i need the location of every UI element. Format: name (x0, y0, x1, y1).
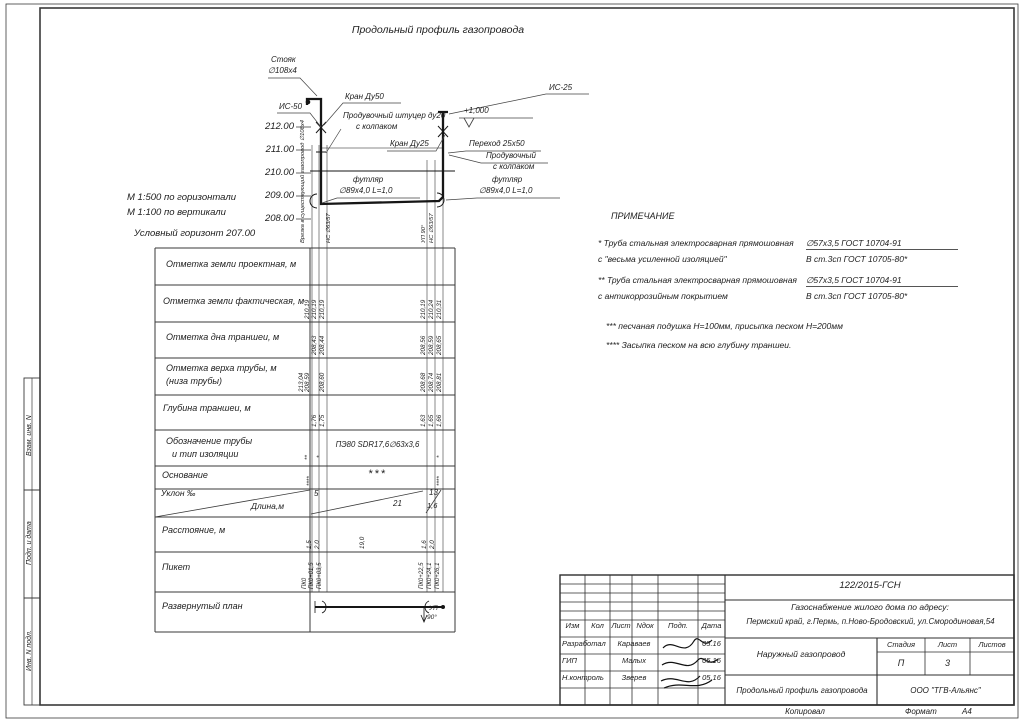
scale-horizontal: М 1:500 по горизонтали (127, 192, 236, 203)
value-label: 210,31 (436, 299, 443, 319)
valve50-label: Кран Ду50 (345, 92, 384, 101)
note-3: *** песчаная подушка Н=100мм, присыпка песком Н=200мм (606, 321, 843, 331)
value-label: ПК0 (302, 577, 308, 589)
notes-heading: ПРИМЕЧАНИЕ (611, 211, 675, 221)
row-label-trench-bottom: Отметка дна траншеи, м (166, 332, 280, 342)
document-number: 122/2015-ГСН (839, 580, 901, 591)
doc-title: Продольный профиль газопровода (736, 686, 868, 695)
row-label-distance: Расстояние, м (162, 525, 226, 535)
row-label-base: Основание (162, 470, 208, 480)
page-title: Продольный профиль газопровода (351, 24, 525, 36)
sheet-label: Лист (937, 640, 958, 649)
value-label: 210.00 (264, 167, 294, 178)
datum-label: Условный горизонт 207.00 (134, 228, 256, 239)
date-ncontrol: 05.16 (702, 673, 721, 682)
row-label-length: Длина,м (251, 501, 285, 511)
reducer-label: Переход 25х50 (469, 139, 525, 148)
value-label: НС ∅63/57 (429, 213, 435, 243)
level-mark-label: +1,000 (464, 106, 489, 115)
row-label-slope: Уклон ‰ (161, 488, 196, 498)
value-label: 208,44 (319, 335, 326, 355)
note-4: **** Засыпка песком на всю глубину траншеи. (606, 340, 792, 350)
note-1-line1: * Труба стальная электросварная прямошовная (598, 238, 794, 248)
value-label: 208,59 (304, 372, 311, 392)
note-2-line2: с антикоррозийным покрытием (598, 291, 728, 301)
sheets-label: Листов (978, 640, 1006, 649)
value-label: 213,04 (298, 372, 305, 392)
note-2-line1: ** Труба стальная электросварная прямошовная (598, 275, 797, 285)
value-label: * (316, 455, 323, 458)
row-label-pipe-type: Обозначение трубы (166, 436, 253, 446)
note-2-right1: ∅57х3,5 ГОСТ 10704-91 (806, 276, 958, 287)
col-header-data: Дата (701, 621, 722, 630)
row-label-pipe-top: Отметка верха трубы, м (166, 363, 277, 373)
casing-right-size: ∅89х4,0 L=1,0 (479, 186, 533, 195)
col-header-list: Лист (611, 621, 631, 630)
casing-left-size: ∅89х4,0 L=1,0 (339, 186, 393, 195)
row-label-pipe-type2: и тип изоляции (172, 449, 239, 459)
purge-label2: с колпаком (493, 162, 535, 171)
level-mark-icon (464, 118, 474, 127)
sheet-number: 3 (944, 658, 950, 668)
value-label: 208,68 (420, 372, 427, 392)
stage-label: Стадия (886, 640, 916, 649)
value-label: 208,59 (428, 335, 435, 355)
value-label: ПК0+22,5 (419, 562, 425, 589)
scale-vertical: М 1:100 по вертикали (127, 207, 226, 218)
casing-arc-icon (310, 194, 317, 208)
casing-left-label: футляр (353, 175, 384, 184)
casing-right-label: футляр (492, 175, 523, 184)
value-label: ПК0+01,5 (309, 562, 315, 589)
value-label: 210,19 (319, 299, 326, 319)
length-value-2: 1,6 (427, 501, 438, 510)
col-header-ndok: Nдок (636, 621, 654, 630)
row-label-ground-design: Отметка земли проектная, м (166, 259, 297, 269)
value-label: 210,19 (311, 299, 318, 319)
note-1-line2: с "весьма усиленной изоляцией" (598, 254, 727, 264)
note-1-right2: В ст.3сп ГОСТ 10705-80* (806, 254, 908, 264)
object-name: Наружный газопровод (756, 649, 846, 659)
row-label-plan: Развернутый план (162, 601, 243, 611)
value-label: 1,66 (436, 414, 443, 427)
value-label: 208,60 (319, 372, 326, 392)
base-value: *** (368, 468, 387, 480)
pipe-mark-value: ПЭ80 SDR17,6∅63х3,6 (335, 440, 420, 449)
note-2-right2: В ст.3сп ГОСТ 10705-80* (806, 291, 908, 301)
value-label: 1,6 (421, 540, 428, 549)
note-1-right1: ∅57х3,5 ГОСТ 10704-91 (806, 239, 958, 250)
value-label: 210,19 (420, 299, 427, 319)
value-label: 210,24 (428, 299, 435, 319)
riser-label: Стояк (271, 55, 296, 64)
value-label: ** (304, 455, 311, 460)
col-header-kol: Кол (591, 621, 604, 630)
purge-fitting-label2: с колпаком (356, 122, 398, 131)
value-label: ПК0+03,5 (317, 562, 323, 589)
value-label: **** (436, 476, 443, 486)
value-label: 2,0 (314, 540, 321, 549)
row-label-ground-actual: Отметка земли фактическая, м (163, 296, 305, 306)
value-label: 1,63 (420, 414, 427, 427)
value-label: 1,75 (319, 414, 326, 427)
valve25-label: Кран Ду25 (390, 139, 429, 148)
col-header-izm: Изм (565, 621, 580, 630)
role-gip: ГИП (562, 656, 577, 665)
value-label: 208,74 (428, 372, 435, 392)
value-label: 1,5 (306, 540, 313, 549)
plan-angle-label: УП (429, 605, 438, 612)
value-label: 211.00 (265, 144, 294, 155)
purge-fitting-label: Продувочный штуцер ду20 (343, 111, 446, 120)
role-developer: Разработал (562, 639, 606, 648)
value-label: **** (306, 476, 313, 486)
value-label: 209.00 (264, 190, 294, 201)
value-label: ПК0+26,1 (435, 562, 441, 589)
date-gip: 05.16 (702, 656, 721, 665)
value-label: * (436, 455, 443, 458)
value-label: НС ∅63/57 (326, 213, 332, 243)
format-value: А4 (962, 707, 972, 716)
value-label: 1,76 (311, 414, 318, 427)
project-name-line2: Пермский край, г.Пермь, п.Ново-Бродовский, ул.Смородиновая,54 (746, 617, 995, 626)
row-label-pipe-top2: (низа трубы) (166, 376, 223, 386)
tie-in-point (306, 100, 311, 105)
value-label: УП 90° (421, 224, 427, 243)
value-label: 208,56 (420, 335, 427, 355)
name-developer: Караваев (617, 639, 651, 648)
value-label: 1,65 (428, 414, 435, 427)
date-developer: 05.16 (702, 639, 721, 648)
value-label: 208.00 (264, 213, 294, 224)
value-label: 210,19 (304, 299, 311, 319)
value-label: Врезка в существующий газопровод ∅108х4 (300, 120, 306, 243)
row-label-trench-depth: Глубина траншеи, м (163, 403, 251, 413)
col-header-podp: Подп. (668, 621, 688, 630)
purge-label: Продувочный (486, 151, 536, 160)
value-label: 208,43 (311, 335, 318, 355)
stamp-podp-data: Подп. и дата (26, 521, 33, 565)
value-label: 2,0 (429, 540, 436, 549)
name-ncontrol: Зверев (621, 673, 647, 682)
stamp-inv-podl: Инв. N подл. (26, 630, 33, 671)
length-value-1: 21 (393, 499, 402, 508)
riser-size-label: ∅108х4 (268, 66, 297, 75)
stage-value: П (897, 658, 905, 668)
is25-label: ИС-25 (549, 83, 573, 92)
company-name: ООО "ТГВ-Альянс" (910, 686, 981, 695)
name-gip: Малых (622, 656, 646, 665)
slope-value-2: 13 (429, 488, 438, 497)
role-ncontrol: Н.контроль (562, 673, 604, 682)
value-label: 19,0 (359, 536, 366, 549)
plan-angle-value: 90° (427, 614, 437, 621)
stamp-vzam-inv: Взам. инв. N (26, 415, 33, 456)
value-label: 208,81 (436, 372, 443, 392)
plan-row-graphics (315, 601, 445, 622)
value-label: ПК0+24,1 (427, 562, 433, 589)
project-name-line1: Газоснабжение жилого дома по адресу: (791, 602, 949, 612)
row-label-station: Пикет (162, 562, 191, 572)
format-label: Формат (905, 707, 937, 716)
slope-value-1: 5 (314, 489, 319, 498)
copied-by-label: Копировал (785, 707, 825, 716)
value-label: 208,65 (436, 335, 443, 355)
is50-label: ИС-50 (279, 102, 303, 111)
value-label: 212.00 (264, 121, 294, 132)
